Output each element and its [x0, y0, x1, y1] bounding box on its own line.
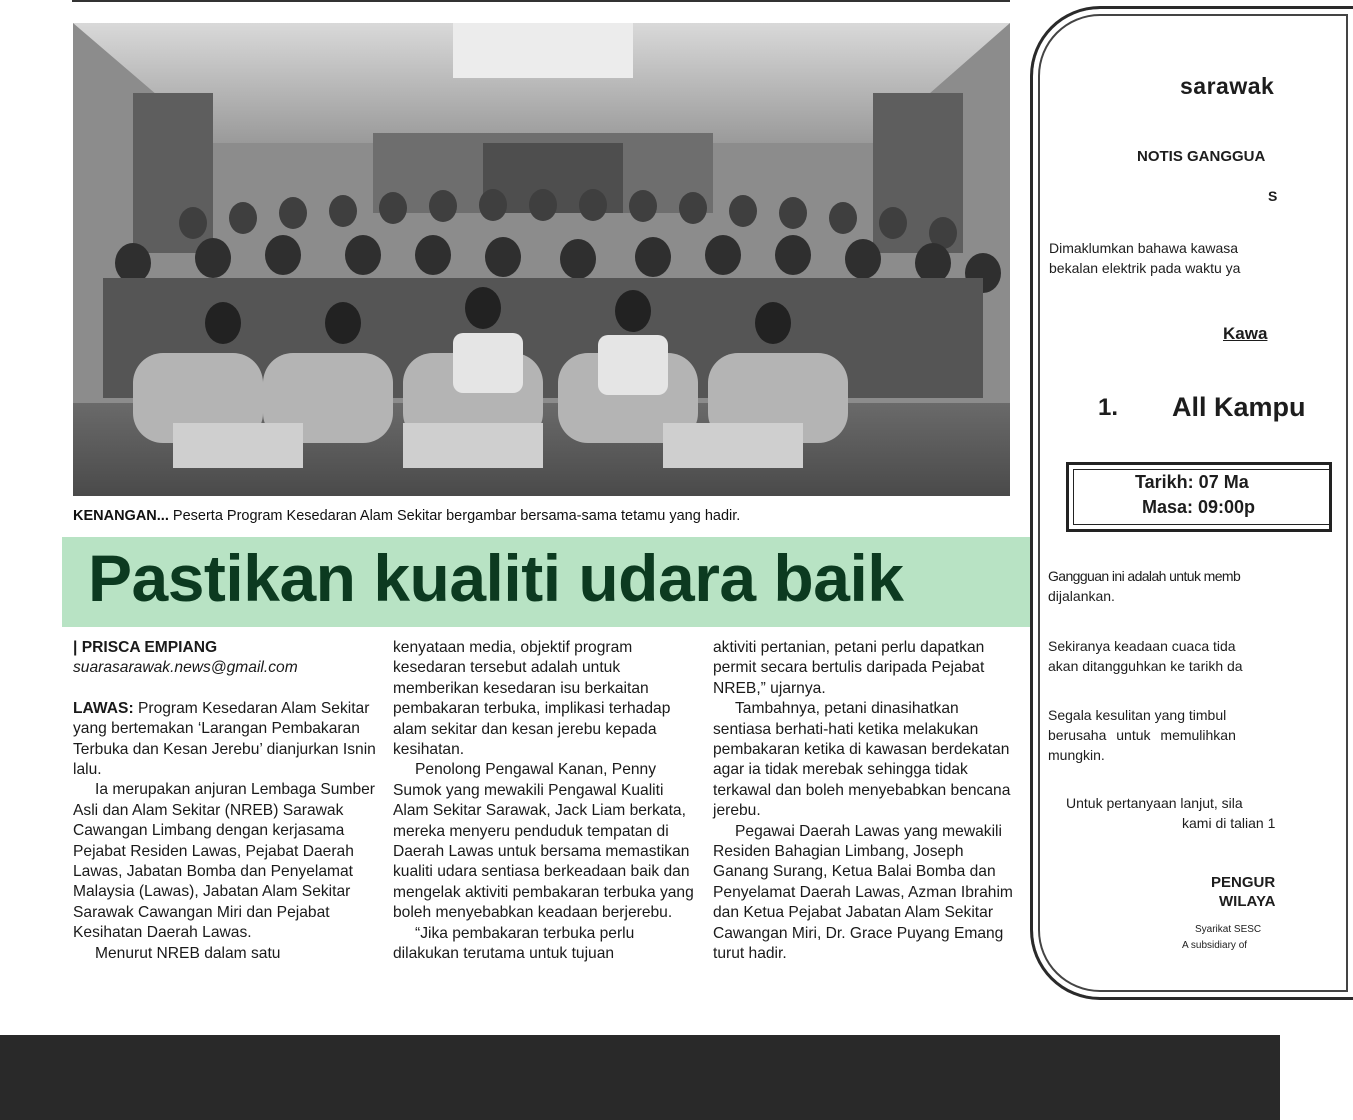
paragraph-text: Program Kesedaran Alam Sekitar yang bertemakan ‘Larangan Pembakaran Terbuka dan Kesan Jerebu’ dianjurkan Isnin lalu.: [73, 699, 376, 779]
article-paragraph: Menurut NREB dalam satu: [95, 944, 281, 962]
byline: | PRISCA EMPIANG: [73, 639, 218, 656]
notice-line: mungkin.: [1048, 747, 1105, 763]
article-column-3: [713, 638, 1013, 965]
notice-item-text: All Kampu: [1172, 392, 1306, 422]
group-photo-icon: [73, 23, 1010, 496]
caption-lead: KENANGAN...: [73, 508, 169, 524]
article-paragraph: kenyataan media, objektif program kesedaran tersebut adalah untuk memberikan kesedaran isu berkaitan pembakaran terbuka, implikasi terhadap alam sekitar dan kesan jerebu kepada kesihatan.: [393, 639, 671, 759]
notice-paragraph-5: [1066, 793, 1275, 833]
article-column-1: [73, 638, 378, 964]
notice-line: Gangguan ini adalah untuk memb: [1048, 568, 1241, 584]
dateline: LAWAS:: [73, 699, 134, 717]
headline: Pastikan kualiti udara baik: [88, 541, 904, 615]
notice-line: Untuk pertanyaan lanjut, sila: [1066, 795, 1243, 811]
article-paragraph: aktiviti pertanian, petani perlu dapatkan permit secara bertulis daripada Pejabat NREB,” ujarnya.: [713, 639, 985, 697]
notice-line: Dimaklumkan bahawa kawasa: [1049, 240, 1239, 256]
notice-paragraph-1: [1049, 238, 1240, 278]
article-paragraph: Penolong Pengawal Kanan, Penny Sumok yang mewakili Pengawal Kualiti Alam Sekitar Sarawak, Jack Liam berkata, mereka menyeru penduduk tempatan di Daerah Lawas untuk bersama memastikan kualiti udara sentiasa berkeadaan baik dan mengelak aktiviti pembakaran terbuka yang boleh menyebabkan keadaan berjerebu.: [393, 761, 694, 922]
notice-line: dijalankan.: [1048, 588, 1115, 604]
article-paragraph: [73, 699, 378, 781]
notice-company-2: A subsidiary of: [1182, 940, 1248, 951]
photo-caption: [73, 507, 1013, 525]
bottom-bar: [0, 1035, 1280, 1120]
notice-line: Segala kesulitan yang timbul: [1048, 707, 1227, 723]
article-paragraph: Pegawai Daerah Lawas yang mewakili Residen Bahagian Limbang, Joseph Ganang Surang, Ketua Balai Bomba dan Penyelamat Daerah Lawas, Azman Ibrahim dan Ketua Pejabat Jabatan Alam Sekitar Cawangan Miri, Dr. Grace Puyang Emang turut hadir.: [713, 822, 1013, 963]
notice-subtitle: S: [1268, 188, 1278, 204]
notice-signoff-1: PENGUR: [1211, 874, 1276, 891]
group-photo: [73, 23, 1010, 496]
notice-line: berusaha untuk memulihkan: [1048, 727, 1236, 743]
notice-line: Sekiranya keadaan cuaca tida: [1048, 638, 1236, 654]
notice-title: NOTIS GANGGUA: [1137, 148, 1266, 165]
article-column-2: [393, 638, 698, 965]
notice-date: Tarikh: 07 Ma: [1135, 472, 1249, 492]
notice-line: kami di talian 1: [1182, 815, 1276, 831]
notice-company-1: Syarikat SESC: [1195, 924, 1262, 935]
notice-line: akan ditangguhkan ke tarikh da: [1048, 658, 1243, 674]
notice-time: Masa: 09:00p: [1142, 497, 1256, 517]
notice-brand: sarawak: [1180, 73, 1275, 99]
article-paragraph: Ia merupakan anjuran Lembaga Sumber Asli dan Alam Sekitar (NREB) Sarawak Cawangan Limbang dengan kerjasama Pejabat Residen Lawas, Pejabat Daerah Lawas, Jabatan Bomba dan Penyelamat Malaysia (Lawas), Jabatan Alam Sekitar Sarawak Cawangan Miri dan Pejabat Kesihatan Daerah Lawas.: [73, 781, 375, 942]
author-email: suarasarawak.news@gmail.com: [73, 659, 298, 677]
notice-paragraph-4: [1048, 705, 1236, 765]
top-rule: [72, 0, 1010, 2]
article-paragraph: “Jika pembakaran terbuka perlu dilakukan terutama untuk tujuan: [393, 924, 635, 963]
notice-paragraph-2: [1048, 566, 1240, 606]
notice-signoff-2: WILAYA: [1219, 893, 1276, 910]
caption-text: Peserta Program Kesedaran Alam Sekitar bergambar bersama-sama tetamu yang hadir.: [172, 508, 741, 524]
notice-line: bekalan elektrik pada waktu ya: [1049, 260, 1241, 276]
notice-item-number: 1.: [1098, 394, 1119, 421]
notice-area-heading: Kawa: [1223, 324, 1268, 343]
article-paragraph: Tambahnya, petani dinasihatkan sentiasa berhati-hati ketika melakukan pembakaran ketika di kawasan berdekatan agar ia tidak merebak sehingga tidak terkawal dan boleh menyebabkan bencana jerebu.: [713, 700, 1011, 820]
notice-paragraph-3: [1048, 636, 1243, 676]
